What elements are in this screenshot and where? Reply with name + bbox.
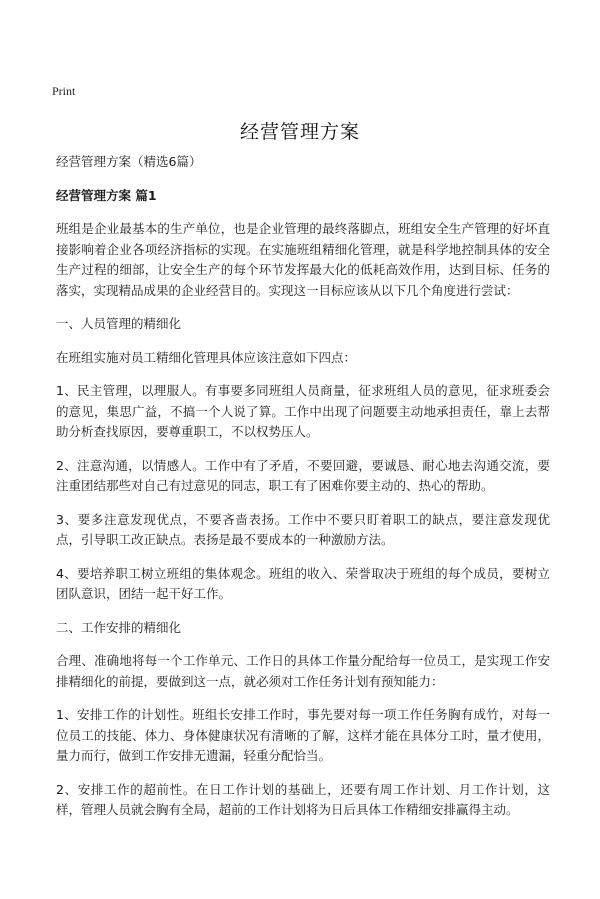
paragraph-personnel-intro: 在班组实施对员工精细化管理具体应该注意如下四点： <box>56 349 357 365</box>
document-title: 经营管理方案 <box>239 121 360 143</box>
paragraph-item-2: 2、注意沟通，以情感人。工作中有了矛盾，不要回避，要诚恳、耐心地去沟通交流，要注重团结那些对自己有过意见的同志，职工有了困难你要主动的、热心的帮助。 <box>56 457 550 493</box>
heading-work-arrangement: 二、工作安排的精细化 <box>56 619 182 635</box>
paragraph-intro: 班组是企业最基本的生产单位，也是企业管理的最终落脚点，班组安全生产管理的好坏直接影响着企业各项经济指标的实现。在实施班组精细化管理，就是科学地控制具体的安全生产过程的细部，让安全生产的每个环节发挥最大化的低耗高效作用，达到目标、任务的落实，实现精品成果的企业经营目的。实现这一目标应该从以下几个角度进行尝试： <box>56 221 550 298</box>
paragraph-work-intro: 合理、准确地将每一个工作单元、工作日的具体工作量分配给每一位员工，是实现工作安排精细化的前提，要做到这一点，就必须对工作任务计划有预知能力： <box>56 653 550 689</box>
print-link[interactable]: Print <box>52 84 76 98</box>
document-body <box>56 152 550 834</box>
paragraph-work-item-1: 1、安排工作的计划性。班组长安排工作时，事先要对每一项工作任务胸有成竹，对每一位员工的技能、体力、身体健康状况有清晰的了解，这样才能在具体分工时，量才使用，量力而行，做到工作安排无遗漏，轻重分配恰当。 <box>56 707 550 763</box>
paragraph-work-item-2: 2、安排工作的超前性。在日工作计划的基础上，还要有周工作计划、月工作计划，这样，管理人员就会胸有全局，超前的工作计划将为日后具体工作精细安排赢得主动。 <box>56 781 550 817</box>
document-subtitle: 经营管理方案（精选6篇） <box>56 154 202 169</box>
paragraph-item-1: 1、民主管理，以理服人。有事要多同班组人员商量，征求班组人员的意见，征求班委会的意见，集思广益，不搞一个人说了算。工作中出现了问题要主动地承担责任，靠上去帮助分析查找原因，要尊重职工，不以权势压人。 <box>56 383 550 439</box>
section-heading: 经营管理方案 篇1 <box>56 187 157 203</box>
paragraph-item-4: 4、要培养职工树立班组的集体观念。班组的收入、荣誉取决于班组的每个成员，要树立团队意识，团结一起干好工作。 <box>56 565 550 601</box>
heading-personnel: 一、人员管理的精细化 <box>56 316 182 331</box>
paragraph-item-3: 3、要多注意发现优点，不要吝啬表扬。工作中不要只盯着职工的缺点，要注意发现优点，引导职工改正缺点。表扬是最不要成本的一种激励方法。 <box>56 511 550 547</box>
